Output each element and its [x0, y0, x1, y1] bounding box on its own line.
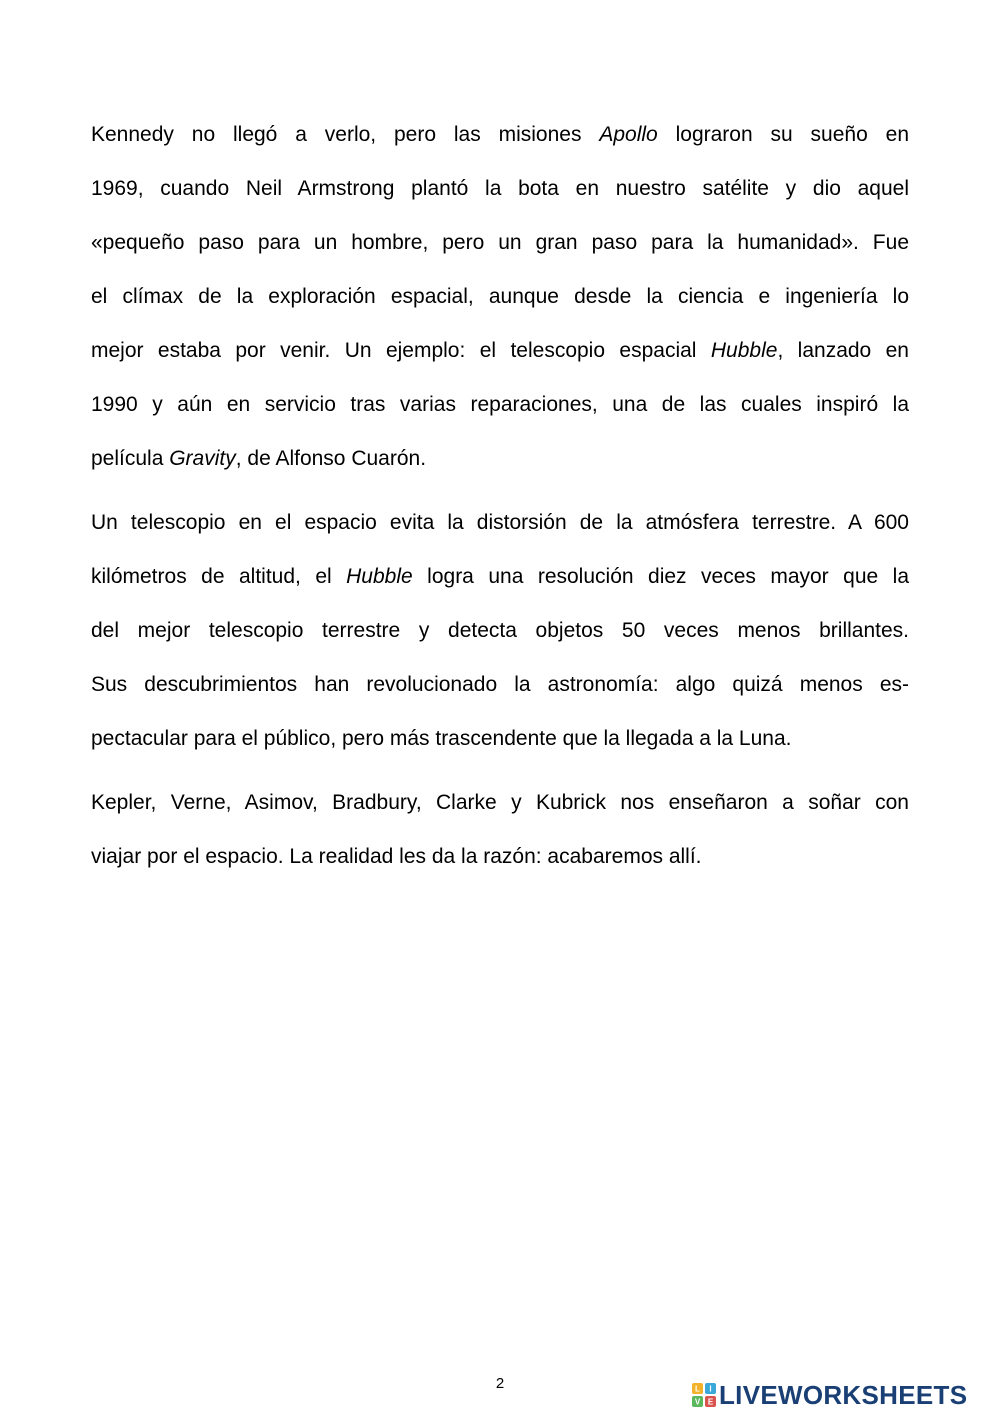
text-line: película Gravity, de Alfonso Cuarón.	[91, 447, 427, 470]
text-line: Un telescopio en el espacio evita la distorsión de la atmósfera terrestre. A 600	[91, 511, 909, 534]
brand-name: LIVEWORKSHEETS	[719, 1380, 968, 1410]
page-number: 2	[495, 1375, 505, 1392]
text-line: Kennedy no llegó a verlo, pero las misiones Apollo lograron su sueño en	[91, 123, 910, 146]
italic-title: Hubble	[710, 339, 778, 362]
text-line: Sus descubrimientos han revolucionado la astronomía: algo quizá menos es-	[91, 673, 909, 696]
text-line: mejor estaba por venir. Un ejemplo: el telescopio espacial Hubble, lanzado en	[91, 339, 909, 362]
svg-text:I: I	[709, 1384, 712, 1394]
text-line: 1990 y aún en servicio tras varias reparaciones, una de las cuales inspiró la	[91, 393, 909, 416]
text-line: 1969, cuando Neil Armstrong plantó la bota en nuestro satélite y dio aquel	[91, 177, 909, 200]
liveworksheets-brand[interactable]	[692, 1380, 967, 1410]
text-line: del mejor telescopio terrestre y detecta objetos 50 veces menos brillantes.	[91, 619, 909, 642]
svg-text:L: L	[695, 1384, 700, 1394]
text-line: «pequeño paso para un hombre, pero un gran paso para la humanidad». Fue	[91, 231, 909, 254]
liveworksheets-logo-icon	[692, 1383, 716, 1407]
italic-title: Apollo	[599, 123, 658, 146]
text-line: pectacular para el público, pero más trascendente que la llegada a la Luna.	[91, 727, 792, 750]
italic-title: Gravity	[169, 447, 236, 470]
text-line: viajar por el espacio. La realidad les da la razón: acabaremos allí.	[91, 845, 702, 868]
svg-text:V: V	[694, 1397, 701, 1407]
text-line: Kepler, Verne, Asimov, Bradbury, Clarke y Kubrick nos enseñaron a soñar con	[91, 791, 909, 814]
italic-title: Hubble	[346, 565, 413, 588]
text-line: el clímax de la exploración espacial, aunque desde la ciencia e ingeniería lo	[91, 285, 909, 308]
svg-text:E: E	[707, 1397, 714, 1407]
text-line: kilómetros de altitud, el Hubble logra una resolución diez veces mayor que la	[91, 565, 909, 588]
